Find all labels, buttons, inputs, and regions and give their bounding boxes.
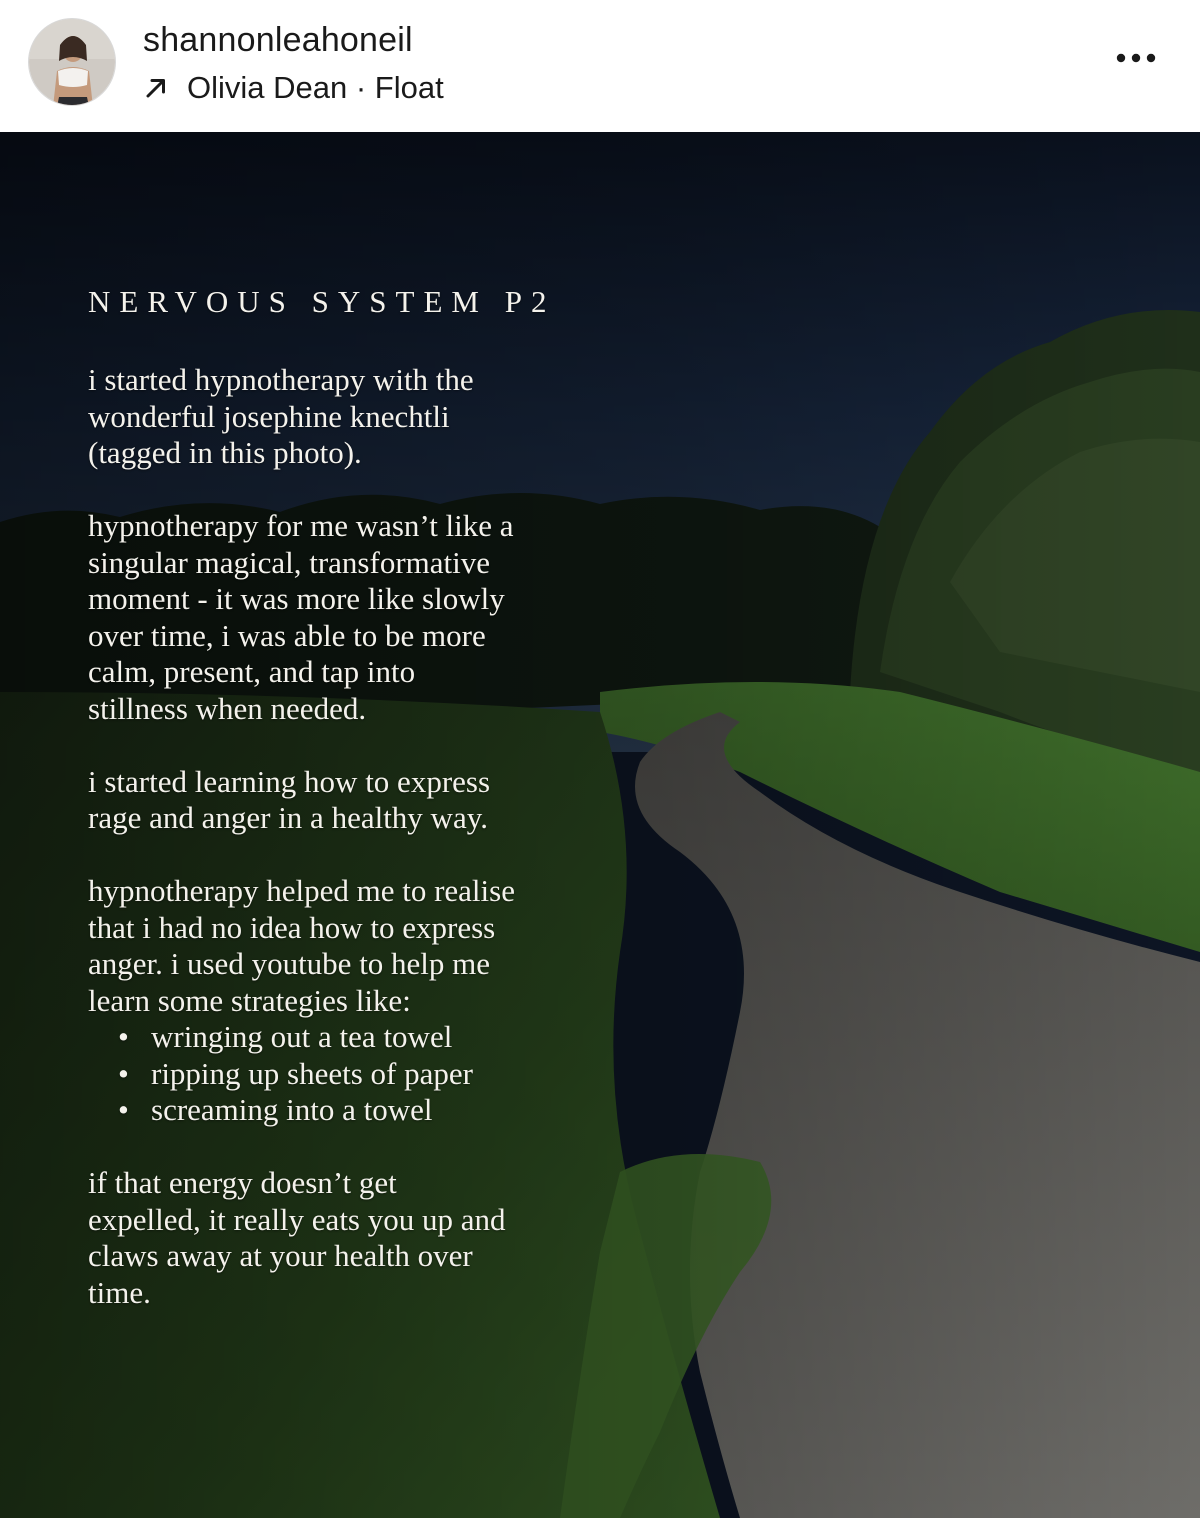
arrow-up-right-icon [143,75,169,101]
paragraph-5: if that energy doesn’t get expelled, it really eats you up and claws away at your health over time. [88,1165,506,1310]
post-text-overlay [88,282,688,1348]
paragraph-4: hypnotherapy helped me to realise that i had no idea how to express anger. i used youtube to help me learn some strategies like: [88,873,515,1018]
username[interactable]: shannonleahoneil [143,21,413,59]
list-item: • wringing out a tea towel [88,1019,688,1056]
avatar[interactable] [28,18,116,106]
list-item: • ripping up sheets of paper [88,1056,688,1093]
strategy-list [88,1019,688,1129]
paragraph-3: i started learning how to express rage and anger in a healthy way. [88,763,491,835]
list-item: • screaming into a towel [88,1092,688,1129]
post-title: NERVOUS SYSTEM P2 [88,284,556,319]
post-image[interactable] [0,132,1200,1518]
paragraph-2: hypnotherapy for me wasn’t like a singular magical, transformative moment - it was more like slowly over time, i was able to be more calm, present, and tap into stillness when needed. [88,508,514,726]
audio-track-label: Olivia Dean · Float [187,70,444,105]
post-header [0,0,1200,132]
more-horizontal-icon[interactable] [1110,46,1166,70]
paragraph-1: i started hypnotherapy with the wonderful josephine knechtli (tagged in this photo). [88,362,474,470]
audio-attribution[interactable] [143,68,444,108]
